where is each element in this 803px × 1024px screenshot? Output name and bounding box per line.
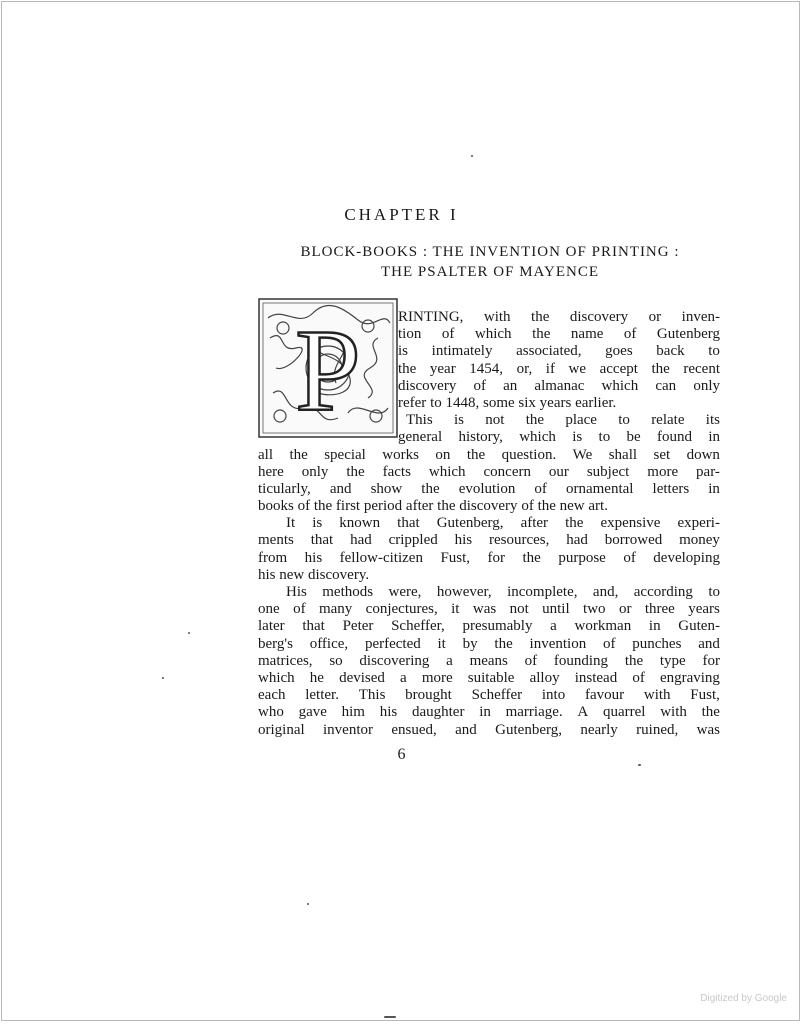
word: period (363, 498, 406, 515)
scan-speck (384, 1016, 396, 1018)
word: the (494, 635, 513, 652)
text-line (258, 343, 720, 360)
body-text (258, 309, 720, 739)
word: years (539, 394, 576, 411)
word: books (258, 498, 298, 515)
word: special (324, 446, 366, 463)
word: discovery. (308, 566, 370, 583)
word: the (532, 326, 551, 343)
word: tion (398, 326, 422, 343)
word: can (655, 377, 677, 394)
scan-speck (471, 155, 473, 157)
word: his (454, 532, 473, 549)
word: Gutenberg, (495, 721, 562, 738)
word: resources, (488, 532, 550, 549)
word: each (258, 687, 286, 704)
word: or (618, 601, 632, 618)
word: the (421, 480, 440, 497)
word: refer (398, 394, 431, 411)
word: we (568, 360, 587, 377)
word: daughter (411, 704, 465, 721)
word: that (397, 515, 420, 532)
word: means (469, 652, 508, 669)
word: found (657, 429, 692, 446)
text-line (258, 515, 720, 532)
word: RINTING, (398, 309, 464, 325)
word: developing (653, 549, 720, 566)
word: favour (584, 687, 625, 704)
text-line (258, 498, 720, 515)
word: him (341, 704, 365, 721)
word: a (550, 618, 557, 635)
drop-cap-letter: P (295, 305, 361, 436)
word: which (258, 669, 295, 686)
word: to (430, 394, 446, 411)
word: 1448, (445, 394, 483, 411)
word: ruined, (636, 721, 679, 738)
word: discovery (569, 309, 629, 325)
word: only (301, 463, 329, 480)
word: six (518, 394, 540, 411)
word: discovering (359, 652, 430, 669)
word: of (473, 377, 486, 394)
word: which (428, 463, 466, 480)
word: his (258, 566, 280, 583)
text-line (258, 361, 720, 378)
word: two (583, 601, 606, 618)
word: show (370, 480, 403, 497)
word: His (286, 584, 307, 600)
word: in (648, 618, 661, 635)
word: nearly (580, 721, 618, 738)
word: This (358, 687, 386, 704)
word: shall (608, 446, 638, 463)
word: be (626, 429, 641, 446)
word: name (570, 326, 604, 343)
word: had (350, 532, 372, 549)
word: and (329, 480, 352, 497)
text-line (258, 618, 720, 635)
chapter-heading: CHAPTER I (344, 205, 459, 224)
word: borrowed (604, 532, 663, 549)
word: of (632, 669, 645, 686)
word: the (525, 412, 545, 429)
word: is (398, 343, 409, 360)
word: marriage. (505, 704, 563, 721)
text-line (258, 704, 720, 721)
word: devised (339, 669, 385, 686)
word: intimately (431, 343, 493, 360)
text-line (258, 653, 720, 670)
word: Guten- (678, 618, 720, 635)
word: according (633, 584, 693, 600)
word: that (310, 532, 334, 549)
scan-speck (638, 764, 641, 766)
word: works (382, 446, 419, 463)
word: Fust, (690, 687, 720, 704)
word: inventor (323, 721, 374, 738)
word: that (302, 618, 325, 635)
word: expensive (600, 515, 661, 532)
word: set (653, 446, 671, 463)
word: of (602, 635, 616, 652)
word: type (659, 652, 686, 669)
word: however, (436, 584, 492, 600)
word: or (648, 309, 662, 325)
word: only (693, 377, 720, 394)
word: engraving (659, 669, 720, 686)
word: goes (605, 343, 633, 360)
digitized-watermark: Digitized by Google (700, 993, 787, 1004)
word: many (318, 601, 353, 618)
word: almanac (534, 377, 585, 394)
word: not (485, 412, 505, 429)
word: methods (322, 584, 374, 600)
word: of (623, 326, 637, 343)
scan-speck (307, 903, 309, 905)
word: here (258, 463, 284, 480)
word: inven- (681, 309, 720, 325)
word: so (329, 652, 343, 669)
word: the (565, 515, 584, 532)
word: original (258, 721, 305, 738)
word: earlier. (575, 394, 617, 411)
word: his (379, 704, 398, 721)
word: of (297, 498, 314, 515)
word: accept (599, 360, 638, 377)
word: from (258, 549, 288, 566)
word: of (534, 480, 547, 497)
word: in (708, 480, 720, 497)
word: our (548, 463, 569, 480)
text-line (258, 550, 720, 567)
word: not (509, 601, 529, 618)
word: the (289, 446, 308, 463)
word: years (688, 601, 720, 618)
word: letters (652, 480, 690, 497)
word: incomplete, (507, 584, 578, 600)
word: to (598, 429, 611, 446)
word: invention (529, 635, 587, 652)
text-line (258, 584, 720, 601)
word: more (421, 669, 453, 686)
word: discovery (459, 498, 522, 515)
word: purpose (558, 549, 606, 566)
word: letter. (305, 687, 339, 704)
word: punches (632, 635, 682, 652)
word: more (647, 463, 679, 480)
word: with (643, 687, 671, 704)
word: discovery (398, 377, 457, 394)
word: We (572, 446, 593, 463)
word: year (429, 360, 456, 377)
word: of (524, 652, 538, 669)
text-line (258, 464, 720, 481)
word: associated, (516, 343, 582, 360)
word: if (545, 360, 555, 377)
text-line (258, 532, 720, 549)
word: the (701, 704, 720, 721)
word: This (406, 412, 433, 429)
word: with (483, 309, 511, 325)
word: until (542, 601, 570, 618)
word: evolution (458, 480, 516, 497)
text-line (258, 412, 720, 429)
word: the (522, 549, 541, 566)
text-line (258, 447, 720, 464)
word: new (279, 566, 309, 583)
word: conjectures, (365, 601, 438, 618)
word: first (335, 498, 364, 515)
word: fellow-citizen (339, 549, 423, 566)
word: It (286, 515, 296, 532)
word: perfected (364, 635, 421, 652)
text-line (258, 722, 720, 739)
word: his (304, 549, 323, 566)
word: facts (382, 463, 411, 480)
text-line (258, 567, 720, 584)
word: by (462, 635, 478, 652)
word: with (660, 704, 687, 721)
word: recent (683, 360, 720, 377)
word: general (398, 429, 443, 446)
word: known (339, 515, 381, 532)
word: one (258, 601, 280, 618)
word: some (482, 394, 519, 411)
word: all (258, 446, 273, 463)
text-line (258, 601, 720, 618)
word: had (566, 532, 588, 549)
word: to (708, 584, 720, 600)
word: brought (405, 687, 452, 704)
word: matrices, (258, 652, 313, 669)
word: new (559, 498, 589, 515)
word: it (437, 635, 446, 652)
word: down (686, 446, 720, 463)
word: the (537, 498, 560, 515)
scan-speck (188, 632, 190, 634)
text-line (258, 395, 720, 412)
word: ticularly, (258, 480, 311, 497)
word: suitable (467, 669, 515, 686)
word: or, (516, 360, 533, 377)
word: of (623, 549, 636, 566)
word: quarrel (602, 704, 646, 721)
word: Gutenberg (656, 326, 720, 343)
word: and (455, 721, 477, 738)
word: after (405, 498, 438, 515)
word: was (472, 601, 497, 618)
word: Peter (342, 618, 374, 635)
word: A (577, 704, 589, 721)
word: workman (574, 618, 632, 635)
word: the (466, 446, 486, 463)
word: who (258, 704, 284, 721)
word: money (679, 532, 720, 549)
text-line (258, 378, 720, 395)
text-line (258, 326, 720, 343)
word: berg's (258, 635, 293, 652)
word: Fust, (440, 549, 471, 566)
word: history, (458, 429, 503, 446)
word: Scheffer, (391, 618, 445, 635)
word: were, (388, 584, 422, 600)
word: ensued, (391, 721, 437, 738)
word: is (572, 429, 583, 446)
word: ments (258, 532, 294, 549)
page-number: 6 (397, 746, 406, 763)
word: is (453, 412, 464, 429)
word: to (618, 412, 630, 429)
subtitle-line-2: THE PSALTER OF MAYENCE (380, 264, 599, 280)
word: the (398, 360, 417, 377)
word: to (708, 343, 720, 360)
word: is (312, 515, 323, 532)
word: after (520, 515, 549, 532)
text-line (258, 670, 720, 687)
word: Gutenberg, (436, 515, 504, 532)
word: was (696, 721, 720, 738)
scan-speck (162, 677, 164, 679)
subtitle-line-1: BLOCK-BOOKS : THE INVENTION OF PRINTING : (300, 244, 680, 260)
text-line (258, 636, 720, 653)
word: the (651, 360, 670, 377)
word: Scheffer (471, 687, 523, 704)
word: it (451, 601, 460, 618)
word: presumably (462, 618, 533, 635)
word: crippled (388, 532, 438, 549)
word: the (437, 498, 460, 515)
word: and (698, 635, 720, 652)
word: back (656, 343, 685, 360)
word: question. (501, 446, 557, 463)
text-line (258, 481, 720, 498)
chapter-subtitle (240, 242, 740, 282)
text-line (258, 309, 720, 326)
word: the (313, 498, 336, 515)
word: relate (651, 412, 685, 429)
word: for (702, 652, 720, 669)
word: which (601, 377, 639, 394)
word: gave (298, 704, 327, 721)
word: on (435, 446, 451, 463)
word: in (479, 704, 491, 721)
text-line (258, 687, 720, 704)
word: alloy (529, 669, 560, 686)
word: of (521, 498, 538, 515)
word: founding (553, 652, 609, 669)
word: of (293, 601, 306, 618)
text-line (258, 429, 720, 446)
word: of (441, 326, 455, 343)
word: art. (588, 498, 608, 515)
word: 1454, (469, 360, 504, 377)
word: a (446, 652, 453, 669)
word: which (474, 326, 512, 343)
word: later (258, 618, 285, 635)
word: into (541, 687, 566, 704)
word: the (624, 652, 644, 669)
word: office, (309, 635, 349, 652)
word: experi- (677, 515, 720, 532)
word: and, (592, 584, 619, 600)
word: place (565, 412, 597, 429)
word: instead (574, 669, 618, 686)
word: he (309, 669, 324, 686)
word: an (503, 377, 518, 394)
word: concern (483, 463, 531, 480)
word: a (400, 669, 407, 686)
word: par- (696, 463, 720, 480)
word: in (708, 429, 720, 446)
word: the (531, 309, 550, 325)
word: its (705, 412, 720, 429)
word: which (519, 429, 556, 446)
word: the (346, 463, 365, 480)
word: three (644, 601, 675, 618)
word: for (487, 549, 506, 566)
word: ornamental (565, 480, 634, 497)
word: subject (586, 463, 630, 480)
